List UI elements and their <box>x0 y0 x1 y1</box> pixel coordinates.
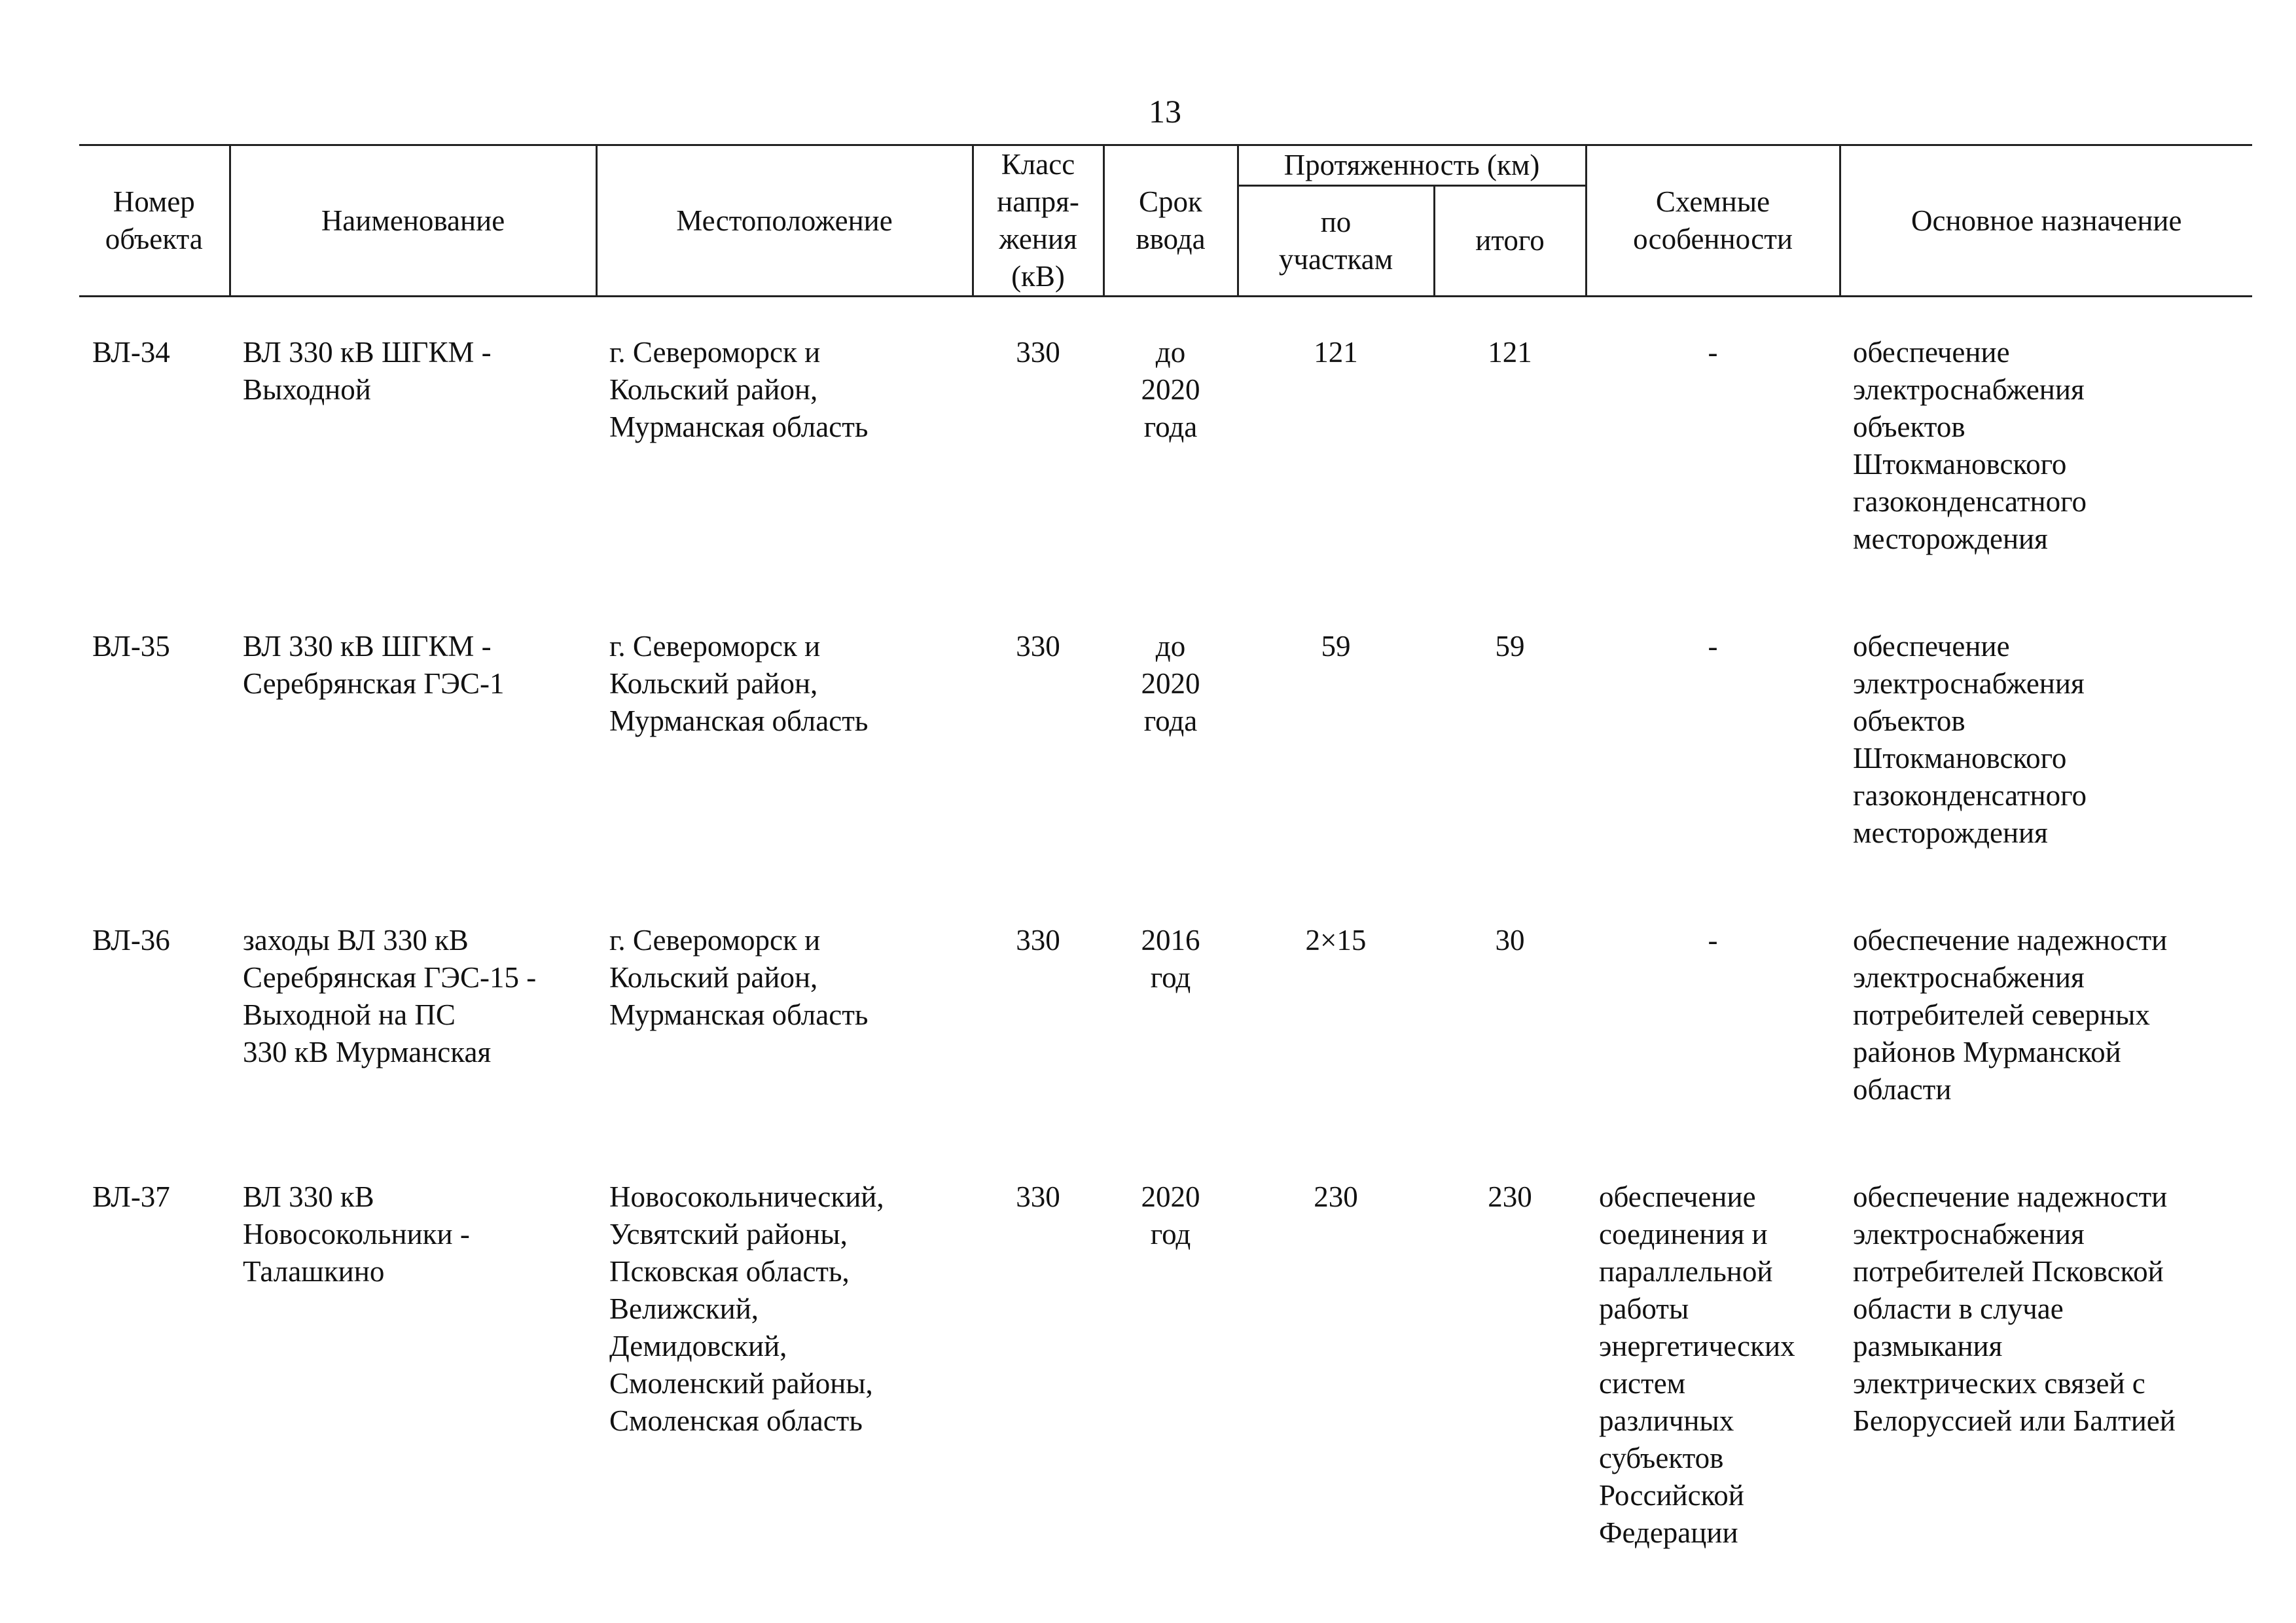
header-length-group: Протяженность (км) <box>1238 145 1586 186</box>
cell-length-sections: 2×15 <box>1305 924 1367 957</box>
cell-scheme: - <box>1708 336 1718 369</box>
cell-voltage: 330 <box>1016 1180 1060 1213</box>
cell-length-sections: 121 <box>1314 336 1358 369</box>
header-purpose: Основное назначение <box>1840 145 2252 297</box>
cell-scheme: обеспечение соединения и параллельной работы энергетических систем различных субъектов Российской Федерации <box>1599 1180 1795 1549</box>
header-name: Наименование <box>230 145 596 297</box>
cell-length-total: 230 <box>1488 1180 1532 1213</box>
cell-name: ВЛ 330 кВ ШГКМ - Серебрянская ГЭС-1 <box>243 630 505 700</box>
cell-location: г. Североморск и Кольский район, Мурманская область <box>609 336 869 443</box>
cell-purpose: обеспечение электроснабжения объектов Штокмановского газоконденсатного месторождения <box>1853 630 2087 849</box>
cell-voltage: 330 <box>1016 924 1060 957</box>
cell-length-sections: 59 <box>1321 630 1351 663</box>
cell-location: г. Североморск и Кольский район, Мурманская область <box>609 924 869 1031</box>
table-row <box>79 334 2252 628</box>
cell-number: ВЛ-34 <box>92 336 170 369</box>
cell-term: 2016 год <box>1141 924 1200 994</box>
cell-number: ВЛ-37 <box>92 1180 170 1213</box>
header-location: Местоположение <box>596 145 973 297</box>
header-term: Срок ввода <box>1103 145 1238 297</box>
cell-name: ВЛ 330 кВ Новосокольники - Талашкино <box>243 1180 470 1288</box>
cell-length-sections: 230 <box>1314 1180 1358 1213</box>
cell-length-total: 59 <box>1495 630 1525 663</box>
table-header <box>79 145 2252 297</box>
cell-voltage: 330 <box>1016 336 1060 369</box>
cell-location: г. Североморск и Кольский район, Мурманская область <box>609 630 869 737</box>
cell-scheme: - <box>1708 630 1718 663</box>
cell-number: ВЛ-36 <box>92 924 170 957</box>
cell-number: ВЛ-35 <box>92 630 170 663</box>
cell-length-total: 121 <box>1488 336 1532 369</box>
cell-purpose: обеспечение надежности электроснабжения потребителей Псковской области в случае размыкания электрических связей с Белоруссией или Балтией <box>1853 1180 2176 1437</box>
header-voltage: Класс напря- жения (кВ) <box>973 145 1103 297</box>
cell-length-total: 30 <box>1495 924 1525 957</box>
power-lines-table <box>79 144 2252 1552</box>
table-row <box>79 628 2252 922</box>
cell-term: 2020 год <box>1141 1180 1200 1250</box>
page-number: 13 <box>1149 93 1181 130</box>
header-number: Номер объекта <box>79 145 230 297</box>
cell-term: до 2020 года <box>1141 630 1200 737</box>
header-length-total: итого <box>1434 185 1586 296</box>
header-scheme: Схемные особенности <box>1586 145 1840 297</box>
cell-scheme: - <box>1708 924 1718 957</box>
cell-name: заходы ВЛ 330 кВ Серебрянская ГЭС-15 - Выходной на ПС 330 кВ Мурманская <box>243 924 537 1068</box>
cell-purpose: обеспечение надежности электроснабжения потребителей северных районов Мурманской области <box>1853 924 2168 1106</box>
cell-purpose: обеспечение электроснабжения объектов Штокмановского газоконденсатного месторождения <box>1853 336 2087 555</box>
cell-location: Новосокольнический, Усвятский районы, Псковская область, Велижский, Демидовский, Смоленский районы, Смоленская область <box>609 1180 884 1437</box>
cell-voltage: 330 <box>1016 630 1060 663</box>
cell-name: ВЛ 330 кВ ШГКМ - Выходной <box>243 336 492 406</box>
table-row <box>79 922 2252 1178</box>
header-length-sections: по участкам <box>1238 185 1434 296</box>
table-row <box>79 1178 2252 1552</box>
cell-term: до 2020 года <box>1141 336 1200 443</box>
